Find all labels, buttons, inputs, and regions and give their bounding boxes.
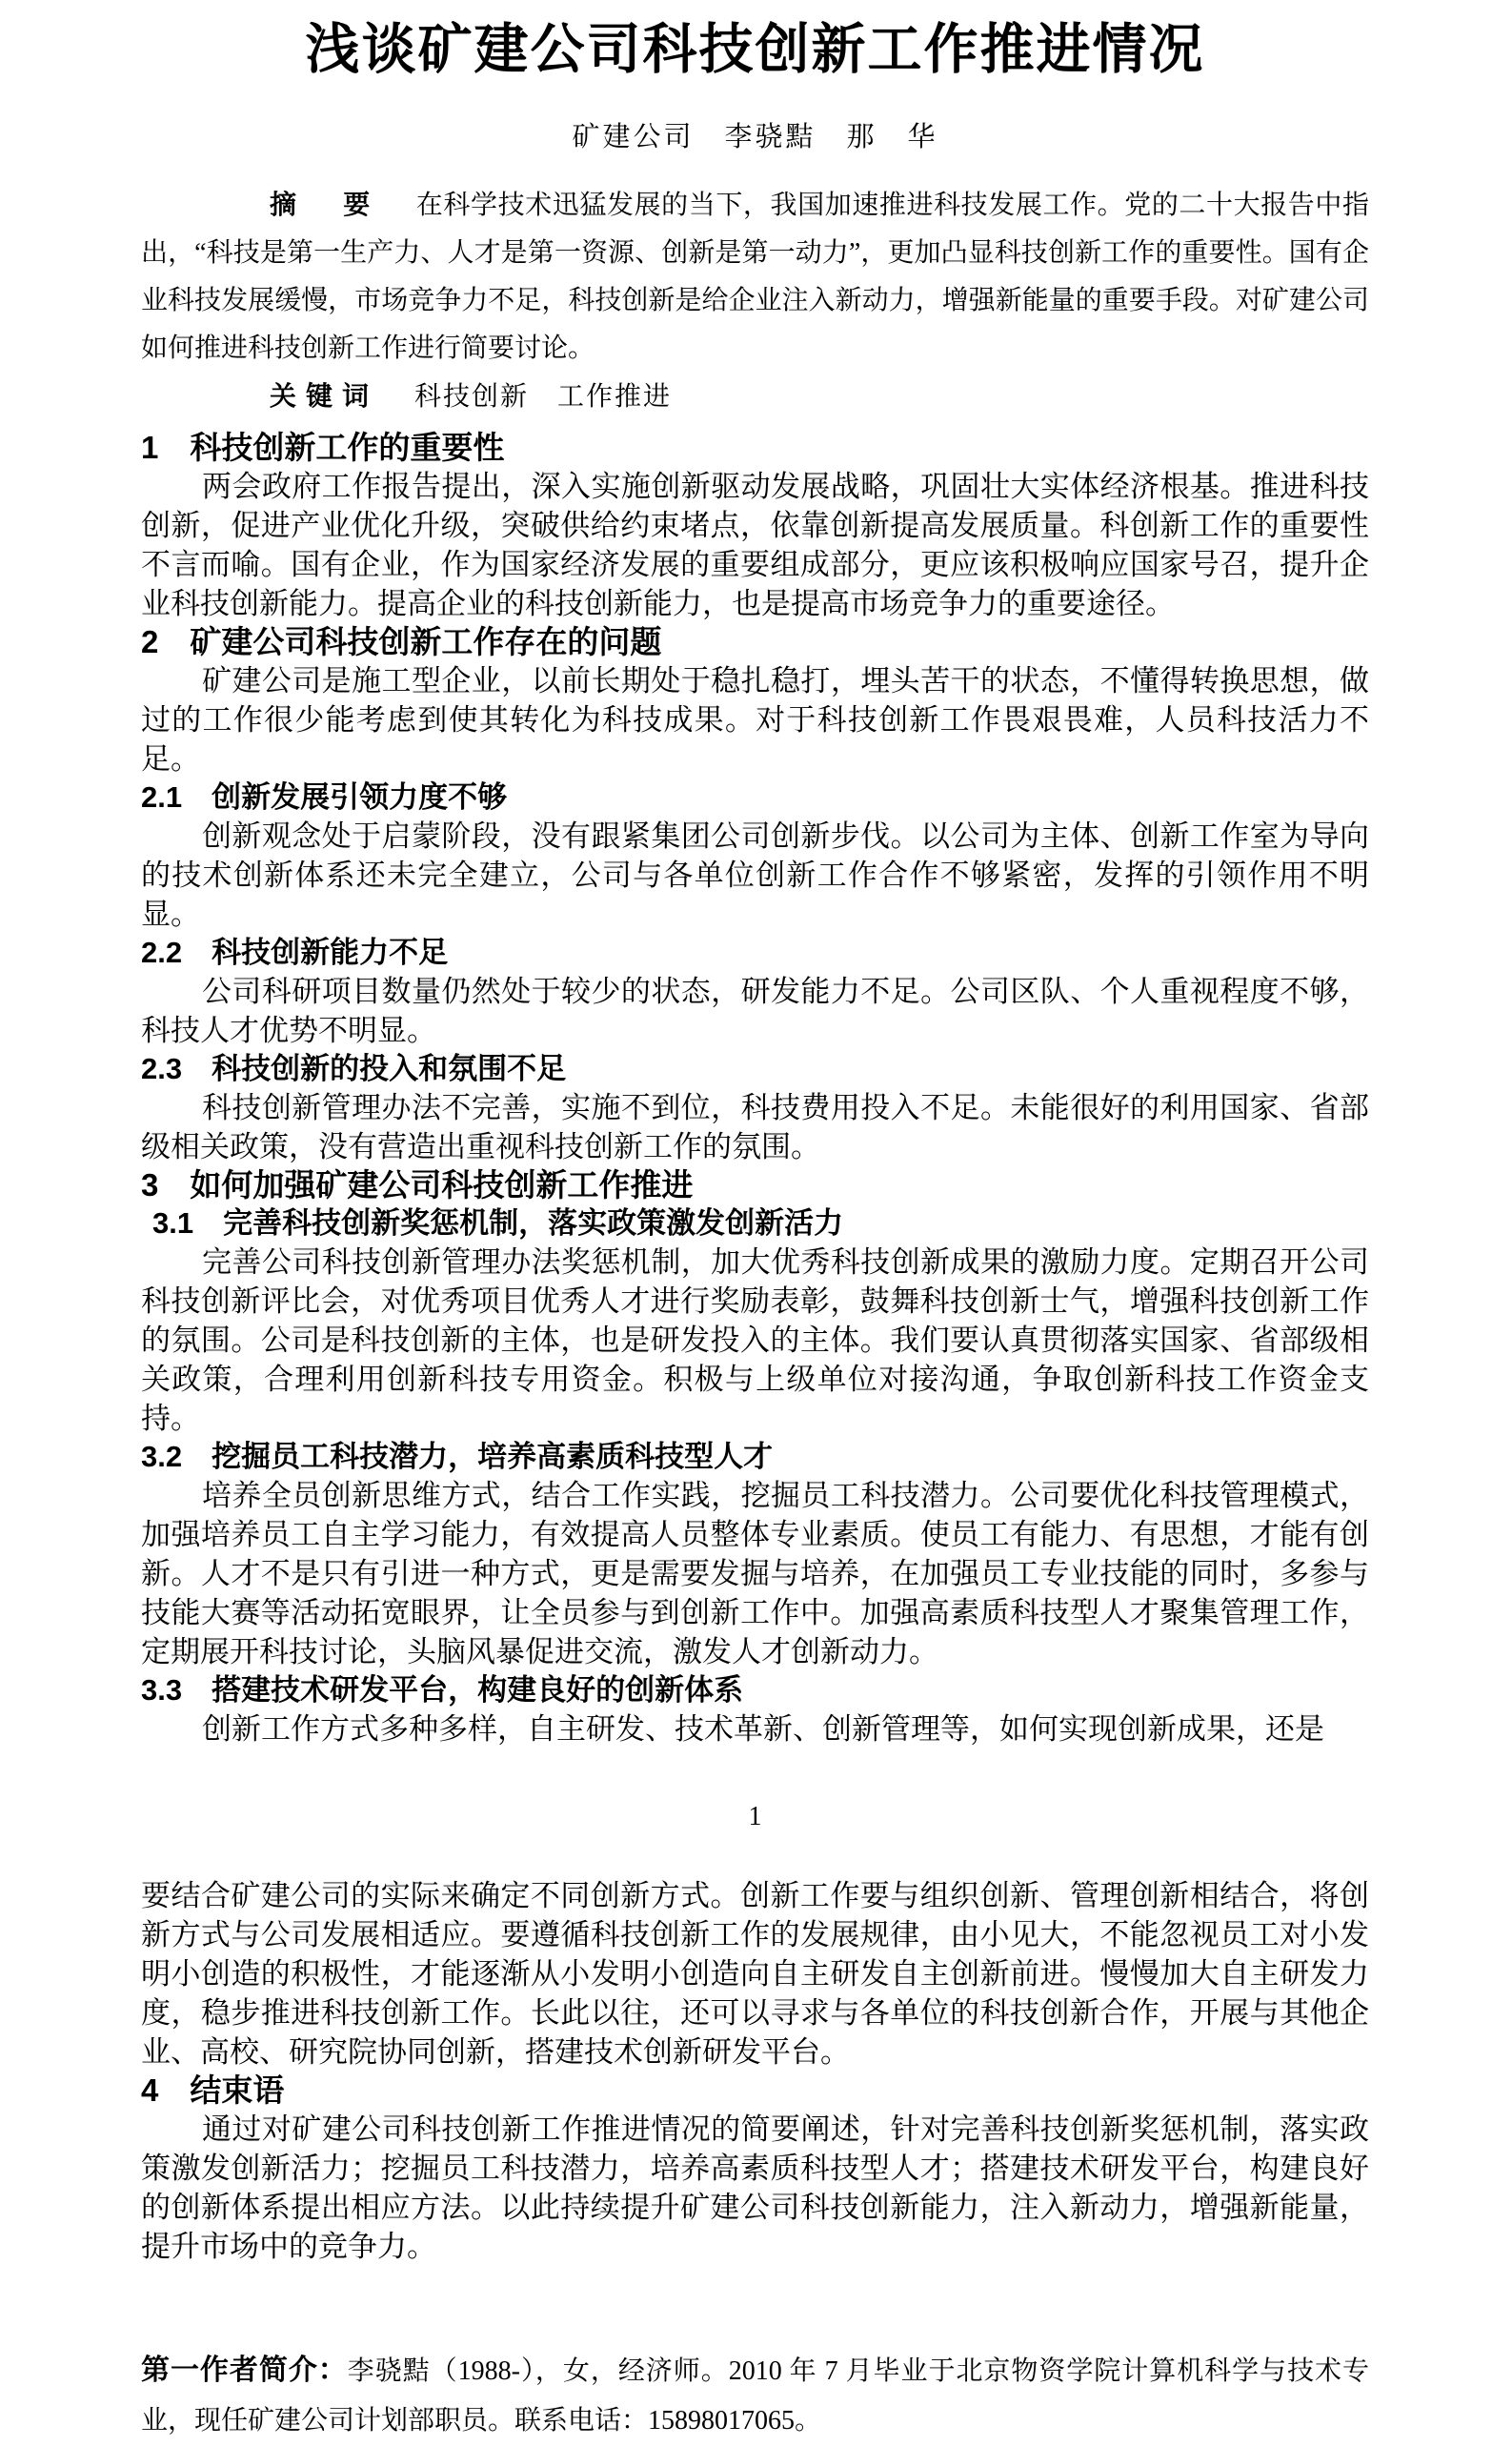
section-heading-1: 1 科技创新工作的重要性: [141, 430, 505, 465]
paragraph: 通过对矿建公司科技创新工作推进情况的简要阐述，针对完善科技创新奖惩机制，落实政策激发创新活力；挖掘员工科技潜力，培养高素质科技型人才；搭建技术研发平台，构建良好的创新体系提出相应方法。以此持续提升矿建公司科技创新能力，注入新动力，增强新能量，提升市场中的竞争力。: [141, 2112, 1369, 2263]
subsection-heading-2-3: 2.3 科技创新的投入和氛围不足: [141, 1052, 567, 1085]
page-title: 浅谈矿建公司科技创新工作推进情况: [305, 20, 1205, 80]
keywords-label: 关键词: [270, 381, 379, 411]
section-heading-3: 3 如何加强矿建公司科技创新工作推进: [141, 1167, 694, 1203]
keywords-text: 科技创新 工作推进: [414, 382, 673, 412]
paragraph: 两会政府工作报告提出，深入实施创新驱动发展战略，巩固壮大实体经济根基。推进科技创新，促进产业优化升级，突破供给约束堵点，依靠创新提高发展质量。科创新工作的重要性不言而喻。国有企业，作为国家经济发展的重要组成部分，更应该积极响应国家号召，提升企业科技创新能力。提高企业的科技创新能力，也是提高市场竞争力的重要途径。: [141, 470, 1369, 620]
paragraph: 完善公司科技创新管理办法奖惩机制，加大优秀科技创新成果的激励力度。定期召开公司科技创新评比会，对优秀项目优秀人才进行奖励表彰，鼓舞科技创新士气，增强科技创新工作的氛围。公司是科技创新的主体，也是研发投入的主体。我们要认真贯彻落实国家、省部级相关政策，合理利用创新科技专用资金。积极与上级单位对接沟通，争取创新科技工作资金支持。: [141, 1245, 1369, 1435]
author-bio: [141, 2346, 1369, 2446]
paragraph: 创新观念处于启蒙阶段，没有跟紧集团公司创新步伐。以公司为主体、创新工作室为导向的技术创新体系还未完全建立，公司与各单位创新工作合作不够紧密，发挥的引领作用不明显。: [141, 819, 1369, 931]
paragraph: 创新工作方式多种多样，自主研发、技术革新、创新管理等，如何实现创新成果，还是: [202, 1712, 1324, 1746]
author-bio-text: 李骁黠（1988-），女，经济师。2010 年 7 月毕业于北京物资学院计算机科学与技术专业，现任矿建公司计划部职员。联系电话：15898017065。: [141, 2356, 1370, 2436]
paragraph-continued: 要结合矿建公司的实际来确定不同创新方式。创新工作要与组织创新、管理创新相结合，将创新方式与公司发展相适应。要遵循科技创新工作的发展规律，由小见大，不能忽视员工对小发明小创造的积极性，才能逐渐从小发明小创造向自主研发自主创新前进。慢慢加大自主研发力度，稳步推进科技创新工作。长此以往，还可以寻求与各单位的科技创新合作，开展与其他企业、高校、研究院协同创新，搭建技术创新研发平台。: [141, 1879, 1369, 2069]
subsection-heading-3-3: 3.3 搭建技术研发平台，构建良好的创新体系: [141, 1673, 744, 1707]
paragraph: 培养全员创新思维方式，结合工作实践，挖掘员工科技潜力。公司要优化科技管理模式，加强培养员工自主学习能力，有效提高人员整体专业素质。使员工有能力、有思想，才能有创新。人才不是只有引进一种方式，更是需要发掘与培养，在加强员工专业技能的同时，多参与技能大赛等活动拓宽眼界，让全员参与到创新工作中。加强高素质科技型人才聚集管理工作，定期展开科技讨论，头脑风暴促进交流，激发人才创新动力。: [141, 1479, 1369, 1668]
paragraph: 科技创新管理办法不完善，实施不到位，科技费用投入不足。未能很好的利用国家、省部级相关政策，没有营造出重视科技创新工作的氛围。: [141, 1091, 1369, 1163]
author-bio-label: 第一作者简介：: [141, 2355, 348, 2386]
subsection-heading-3-1: 3.1 完善科技创新奖惩机制，落实政策激发创新活力: [152, 1206, 844, 1240]
abstract-text: 在科学技术迅猛发展的当下，我国加速推进科技发展工作。党的二十大报告中指出，“科技是第一生产力、人才是第一资源、创新是第一动力”，更加凸显科技创新工作的重要性。国有企业科技发展缓慢，市场竞争力不足，科技创新是给企业注入新动力，增强新能量的重要手段。对矿建公司如何推进科技创新工作进行简要讨论。: [141, 191, 1369, 363]
abstract-label: 摘 要: [270, 190, 380, 219]
keywords: [141, 373, 1369, 421]
abstract: [141, 181, 1369, 373]
paragraph: 公司科研项目数量仍然处于较少的状态，研发能力不足。公司区队、个人重视程度不够，科技人才优势不明显。: [141, 975, 1369, 1047]
page-number: 1: [748, 1802, 762, 1831]
author-line: 矿建公司 李骁黠 那 华: [572, 122, 938, 152]
section-heading-4: 4 结束语: [141, 2072, 285, 2108]
subsection-heading-2-1: 2.1 创新发展引领力度不够: [141, 780, 508, 814]
subsection-heading-3-2: 3.2 挖掘员工科技潜力，培养高素质科技型人才: [141, 1440, 774, 1473]
paragraph: 矿建公司是施工型企业，以前长期处于稳扎稳打，埋头苦干的状态，不懂得转换思想，做过的工作很少能考虑到使其转化为科技成果。对于科技创新工作畏艰畏难，人员科技活力不足。: [141, 664, 1369, 776]
section-heading-2: 2 矿建公司科技创新工作存在的问题: [141, 624, 662, 659]
subsection-heading-2-2: 2.2 科技创新能力不足: [141, 936, 449, 969]
